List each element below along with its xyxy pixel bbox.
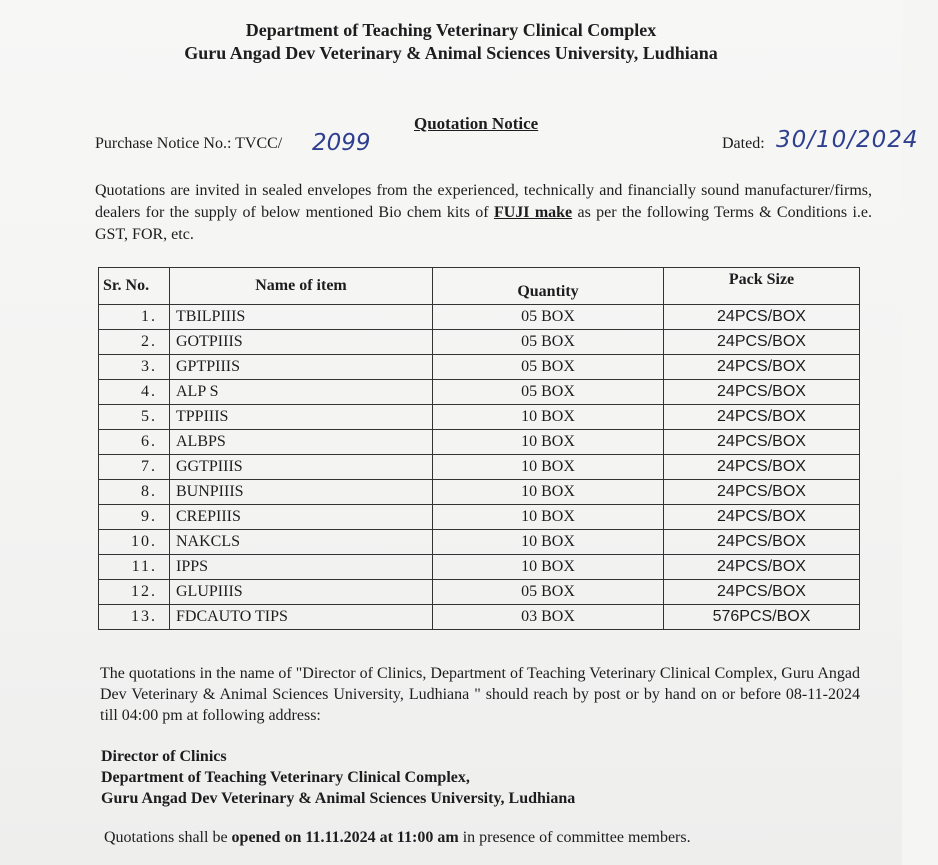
cell-sr-no: 1.: [99, 305, 170, 330]
opening-date-time: opened on 11.11.2024 at 11:00 am: [231, 829, 459, 846]
cell-sr-no: 12.: [99, 580, 170, 605]
cell-sr-no: 8.: [99, 480, 170, 505]
table-row: [99, 305, 860, 330]
cell-quantity: 05 BOX: [433, 355, 664, 380]
intro-text-after: as per the following Terms & Conditions i.e. GST, FOR, etc.: [95, 204, 873, 243]
address-line-3: Guru Angad Dev Veterinary & Animal Sciences University, Ludhiana: [101, 790, 576, 807]
cell-sr-no: 10.: [99, 530, 170, 555]
table-row: [99, 505, 860, 530]
cell-sr-no: 13.: [99, 605, 170, 630]
cell-sr-no: 2.: [99, 330, 170, 355]
cell-pack-size: 24PCS/BOX: [664, 355, 860, 380]
cell-item-name: GGTPIIIS: [170, 455, 433, 480]
table-row: [99, 355, 860, 380]
cell-sr-no: 3.: [99, 355, 170, 380]
cell-pack-size: 24PCS/BOX: [664, 430, 860, 455]
cell-pack-size: 24PCS/BOX: [664, 455, 860, 480]
cell-pack-size: 24PCS/BOX: [664, 580, 860, 605]
cell-item-name: TBILPIIIS: [170, 305, 433, 330]
opening-statement: [104, 829, 691, 847]
cell-pack-size: 24PCS/BOX: [664, 480, 860, 505]
cell-quantity: 10 BOX: [433, 430, 664, 455]
cell-item-name: GLUPIIIS: [170, 580, 433, 605]
cell-quantity: 05 BOX: [433, 305, 664, 330]
cell-sr-no: 11.: [99, 555, 170, 580]
cell-quantity: 10 BOX: [433, 480, 664, 505]
cell-pack-size: 24PCS/BOX: [664, 305, 860, 330]
cell-sr-no: 7.: [99, 455, 170, 480]
cell-item-name: FDCAUTO TIPS: [170, 605, 433, 630]
cell-pack-size: 576PCS/BOX: [664, 605, 860, 630]
header-sr-no: Sr. No.: [99, 268, 170, 305]
table-row: [99, 530, 860, 555]
cell-quantity: 03 BOX: [433, 605, 664, 630]
table-row: [99, 580, 860, 605]
handwritten-date: 30/10/2024: [776, 127, 919, 153]
opening-text-before: Quotations shall be: [104, 829, 232, 846]
dated-label: Dated:: [722, 135, 765, 152]
cell-pack-size: 24PCS/BOX: [664, 505, 860, 530]
handwritten-notice-number: 2099: [312, 130, 371, 156]
cell-quantity: 10 BOX: [433, 555, 664, 580]
table-row: [99, 480, 860, 505]
university-heading: Guru Angad Dev Veterinary & Animal Sciences University, Ludhiana: [184, 43, 718, 63]
cell-item-name: GOTPIIIS: [170, 330, 433, 355]
cell-sr-no: 6.: [99, 430, 170, 455]
cell-quantity: 10 BOX: [433, 505, 664, 530]
cell-quantity: 10 BOX: [433, 455, 664, 480]
intro-paragraph: [95, 180, 872, 246]
opening-text-after: in presence of committee members.: [458, 829, 691, 846]
table-row: [99, 455, 860, 480]
header-pack-size: Pack Size: [664, 268, 860, 305]
address-line-1: Director of Clinics: [101, 748, 227, 765]
cell-quantity: 05 BOX: [433, 330, 664, 355]
cell-sr-no: 4.: [99, 380, 170, 405]
cell-quantity: 05 BOX: [433, 580, 664, 605]
table-row: [99, 430, 860, 455]
fuji-make-emphasis: FUJI make: [493, 204, 573, 221]
table-row: [99, 405, 860, 430]
cell-pack-size: 24PCS/BOX: [664, 330, 860, 355]
purchase-notice-label: Purchase Notice No.: TVCC/: [95, 135, 283, 152]
address-line-2: Department of Teaching Veterinary Clinical Complex,: [101, 769, 470, 786]
table-row: [99, 330, 860, 355]
submission-address: [101, 746, 575, 809]
cell-pack-size: 24PCS/BOX: [664, 555, 860, 580]
items-table: [98, 267, 860, 630]
cell-sr-no: 5.: [99, 405, 170, 430]
table-row: [99, 555, 860, 580]
cell-pack-size: 24PCS/BOX: [664, 530, 860, 555]
cell-item-name: NAKCLS: [170, 530, 433, 555]
notice-title: Quotation Notice: [414, 114, 539, 133]
submission-instructions: The quotations in the name of "Director of Clinics, Department of Teaching Veterinary Clinical Complex, Guru Angad Dev Veterinary & Animal Sciences University, Ludhiana " should reach by post or by hand on or before 08-11-2024 till 04:00 pm at following address:: [100, 665, 860, 724]
header-quantity: Quantity: [433, 268, 664, 305]
department-heading: Department of Teaching Veterinary Clinical Complex: [245, 20, 657, 40]
cell-item-name: GPTPIIIS: [170, 355, 433, 380]
cell-item-name: TPPIIIS: [170, 405, 433, 430]
cell-item-name: ALP S: [170, 380, 433, 405]
cell-quantity: 10 BOX: [433, 530, 664, 555]
cell-sr-no: 9.: [99, 505, 170, 530]
table-header-row: [99, 268, 860, 305]
cell-item-name: IPPS: [170, 555, 433, 580]
cell-item-name: CREPIIIS: [170, 505, 433, 530]
cell-pack-size: 24PCS/BOX: [664, 405, 860, 430]
table-row: [99, 380, 860, 405]
intro-text-before: Quotations are invited in sealed envelopes from the experienced, technically and financially sound manufacturer/firms, dealers for the supply of below mentioned Bio chem kits of: [95, 182, 872, 221]
cell-quantity: 10 BOX: [433, 405, 664, 430]
table-row: [99, 605, 860, 630]
cell-item-name: BUNPIIIS: [170, 480, 433, 505]
cell-item-name: ALBPS: [170, 430, 433, 455]
cell-quantity: 05 BOX: [433, 380, 664, 405]
header-item-name: Name of item: [170, 268, 433, 305]
cell-pack-size: 24PCS/BOX: [664, 380, 860, 405]
